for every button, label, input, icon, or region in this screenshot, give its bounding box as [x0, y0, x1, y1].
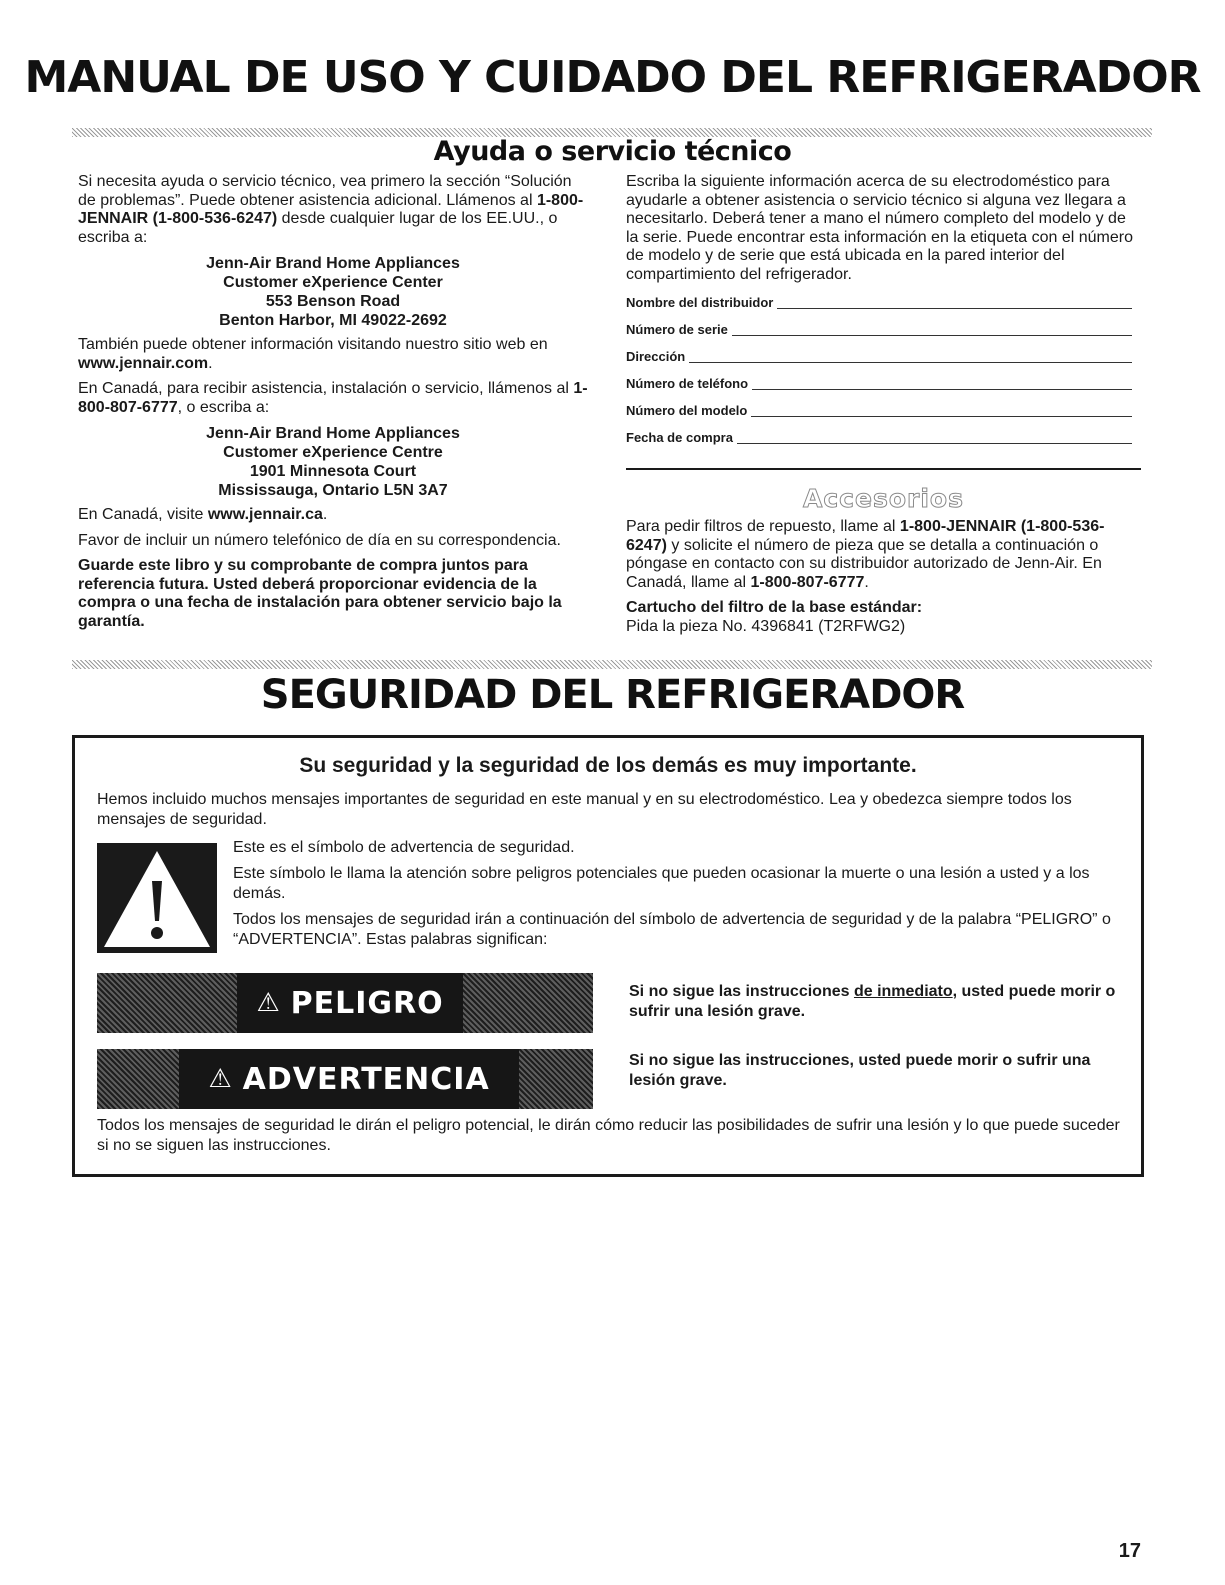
symbol-line-1: Este es el símbolo de advertencia de seguridad. [233, 839, 575, 856]
filter-label: Cartucho del filtro de la base estándar: [626, 599, 923, 616]
page-title: MANUAL DE USO Y CUIDADO DEL REFRIGERADOR [24, 52, 1201, 103]
help-heading: Ayuda o servicio técnico [433, 136, 792, 167]
warning-triangle-icon: ⚠ [208, 1064, 233, 1094]
safety-outro: Todos los mensajes de seguridad le dirán el peligro potencial, le dirán cómo reducir las posibilidades de sufrir una lesión y lo que puede suceder si no se siguen las instrucciones. [97, 1117, 1120, 1154]
form-field-purchase-date[interactable]: Fecha de compra [626, 420, 1132, 447]
form-field-address[interactable]: Dirección [626, 339, 1132, 366]
danger-signal-banner: ⚠ PELIGRO [97, 973, 593, 1033]
safety-box-heading: Su seguridad y la seguridad de los demás es muy importante. [299, 754, 917, 777]
safety-box [72, 735, 1144, 1177]
info-form [626, 285, 1132, 447]
accessories-heading: Accesorios [803, 484, 964, 513]
help-paragraph-1: Si necesita ayuda o servicio técnico, vea primero la sección “Solución de problemas”. Puede obtener asistencia adicional. Llámenos al 1-800-JENNAIR (1-800-536-6247) desde cualquier lugar de los EE.UU., o escriba a: [78, 173, 584, 246]
help-paragraph-2: También puede obtener información visitando nuestro sitio web en www.jennair.com. [78, 336, 548, 372]
accessories-paragraph: Para pedir filtros de repuesto, llame al 1-800-JENNAIR (1-800-536-6247) y solicite el número de pieza que se detalla a continuación o póngase en contacto con su distribuidor autorizado de Jenn-Air. En Canadá, llame al 1-800-807-6777. [626, 518, 1105, 591]
symbol-line-3: Todos los mensajes de seguridad irán a continuación del símbolo de advertencia de seguridad y de la palabra “PELIGRO” o “ADVERTENCIA”. Estas palabras significan: [233, 911, 1111, 948]
canada-address: Jenn-Air Brand Home Appliances Customer eXperience Centre 1901 Minnesota Court Mississauga, Ontario L5N 3A7 [206, 425, 460, 499]
form-field-distributor[interactable]: Nombre del distribuidor [626, 285, 1132, 312]
warning-signal-banner: ⚠ ADVERTENCIA [97, 1049, 593, 1109]
help-paragraph-3: En Canadá, para recibir asistencia, instalación o servicio, llámenos al 1-800-807-6777, o escriba a: [78, 380, 588, 416]
help-left-column [78, 173, 588, 638]
hatch-divider-middle [72, 660, 1152, 669]
us-address: Jenn-Air Brand Home Appliances Customer eXperience Center 553 Benson Road Benton Harbor, MI 49022-2692 [206, 255, 460, 329]
symbol-explanation [233, 838, 1113, 950]
safety-title: SEGURIDAD DEL REFRIGERADOR [260, 672, 965, 718]
warning-symbol-icon [97, 843, 217, 953]
danger-warning-icon: ⚠ [256, 988, 281, 1018]
accessories-divider [626, 468, 1141, 470]
us-website-link[interactable]: www.jennair.com [78, 354, 209, 372]
safety-intro: Hemos incluido muchos mensajes importantes de seguridad en este manual y en su electrodoméstico. Lea y obedezca siempre todos los mensajes de seguridad. [97, 791, 1072, 828]
help-right-column [626, 173, 1141, 447]
danger-text: Si no sigue las instrucciones de inmediato, usted puede morir o sufrir una lesión grave. [629, 983, 1116, 1020]
form-field-model[interactable]: Número del modelo [626, 393, 1132, 420]
filter-part: Pida la pieza No. 4396841 (T2RFWG2) [626, 617, 906, 635]
accessories-column [626, 518, 1141, 643]
help-paragraph-5: Favor de incluir un número telefónico de día en su correspondencia. [78, 531, 561, 549]
canada-phone: 1-800-807-6777 [78, 380, 588, 416]
form-field-phone[interactable]: Número de teléfono [626, 366, 1132, 393]
help-paragraph-4: En Canadá, visite www.jennair.ca. [78, 506, 328, 523]
help-paragraph-6: Guarde este libro y su comprobante de compra juntos para referencia futura. Usted deberá proporcionar evidencia de la compra o una fecha de instalación para obtener servicio bajo la garantía. [78, 557, 562, 630]
warning-text: Si no sigue las instrucciones, usted puede morir o sufrir una lesión grave. [629, 1052, 1091, 1089]
page-number: 17 [1118, 1540, 1141, 1562]
symbol-line-2: Este símbolo le llama la atención sobre peligros potenciales que pueden ocasionar la muerte o una lesión a usted y a los demás. [233, 865, 1090, 902]
us-phone: 1-800-JENNAIR (1-800-536-6247) [78, 191, 584, 227]
form-field-serial[interactable]: Número de serie [626, 312, 1132, 339]
help-right-intro: Escriba la siguiente información acerca de su electrodoméstico para ayudarle a obtener asistencia o servicio técnico si alguna vez llegara a necesitarlo. Deberá tener a mano el número completo del modelo y de la serie. Puede encontrar esta información en la etiqueta con el número de modelo y de serie que está ubicada en la pared interior del compartimiento del refrigerador. [626, 173, 1133, 283]
canada-website-link[interactable]: www.jennair.ca [207, 506, 323, 523]
